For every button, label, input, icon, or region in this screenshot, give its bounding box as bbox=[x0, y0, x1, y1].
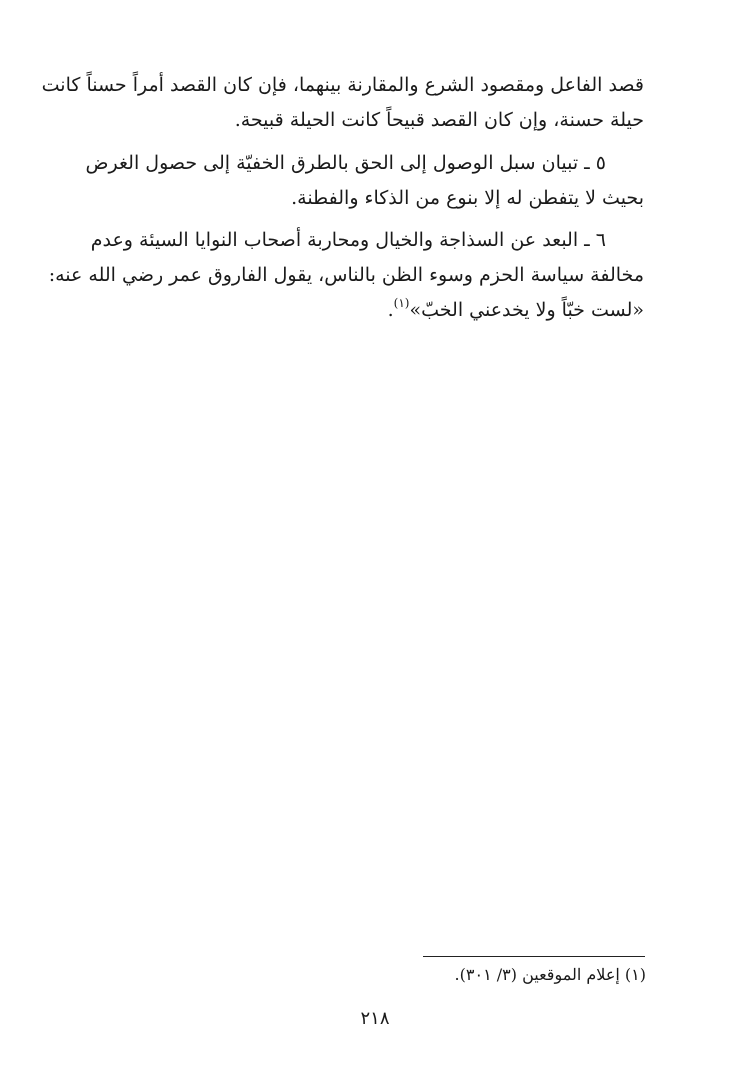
footnote-text: إعلام الموقعين (٣/ ٣٠١). bbox=[454, 965, 620, 984]
paragraph-3 bbox=[48, 223, 644, 328]
paragraph-2-line-2: بحيث لا يتفطن له إلا بنوع من الذكاء والفطنة. bbox=[291, 187, 644, 209]
footnote-separator bbox=[423, 956, 645, 957]
quote-text: «لست خبّاً ولا يخدعني الخبّ» bbox=[409, 299, 644, 321]
paragraph-2 bbox=[85, 146, 644, 216]
quote-end-period: . bbox=[387, 299, 394, 321]
paragraph-1-line-2: حيلة حسنة، وإن كان القصد قبيحاً كانت الحيلة قبيحة. bbox=[234, 109, 644, 131]
footnote-reference: (١) bbox=[393, 296, 410, 310]
paragraph-3-line-3 bbox=[104, 293, 644, 328]
page-number: ٢١٨ bbox=[360, 1008, 390, 1029]
paragraph-3-line-1: ٦ ـ البعد عن السذاجة والخيال ومحاربة أصحاب النوايا السيئة وعدم bbox=[90, 229, 606, 251]
paragraph-2-line-1: ٥ ـ تبيان سبل الوصول إلى الحق بالطرق الخفيّة إلى حصول الغرض bbox=[85, 152, 606, 174]
footnote bbox=[455, 962, 646, 988]
paragraph-3-line-2: مخالفة سياسة الحزم وسوء الظن بالناس، يقول الفاروق عمر رضي الله عنه: bbox=[48, 264, 644, 286]
footnote-number: (١) bbox=[624, 965, 646, 984]
paragraph-1 bbox=[41, 68, 644, 138]
paragraph-1-line-1: قصد الفاعل ومقصود الشرع والمقارنة بينهما، فإن كان القصد أمراً حسناً كانت bbox=[41, 74, 644, 96]
